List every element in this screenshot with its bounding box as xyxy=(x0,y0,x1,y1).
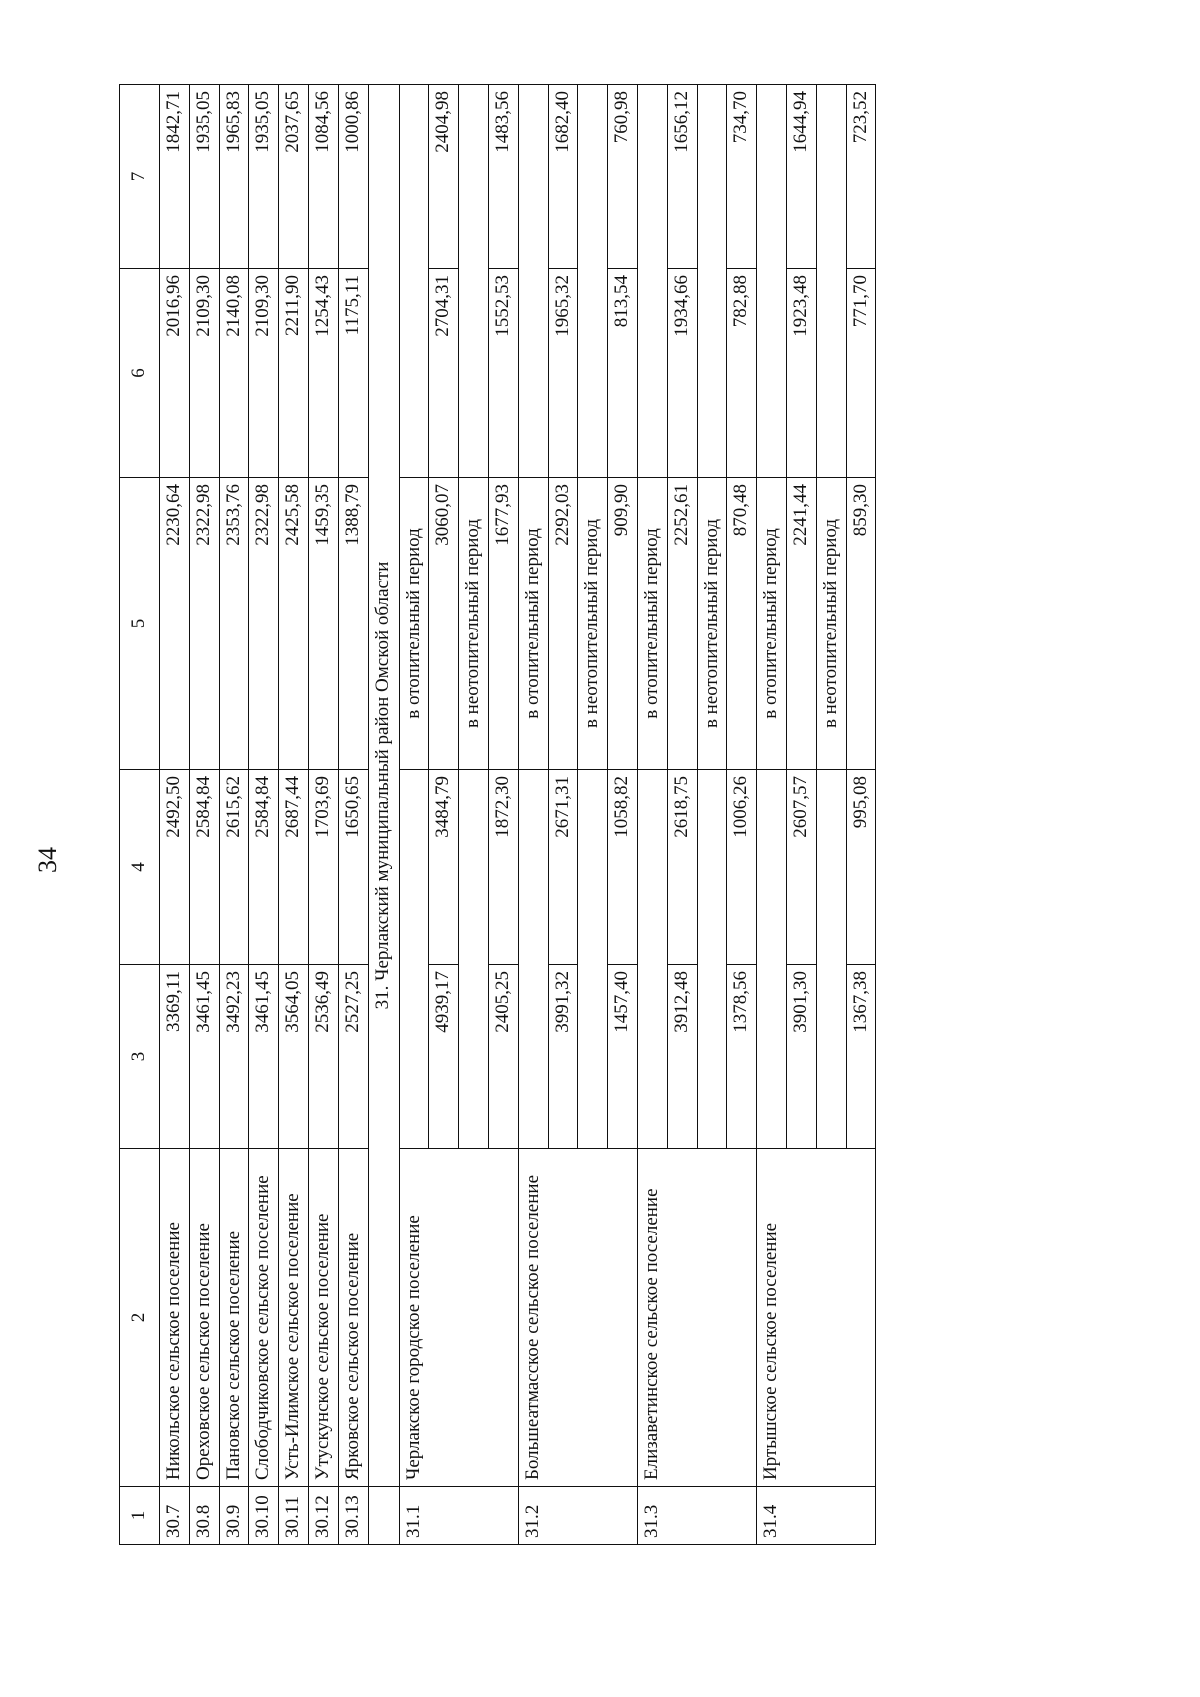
header-cell: 7 xyxy=(120,85,160,269)
row-value: 3901,30 xyxy=(786,965,816,1149)
header-cell: 6 xyxy=(120,269,160,478)
row-value: 1703,69 xyxy=(308,770,338,965)
row-name: Елизаветинское сельское поселение xyxy=(637,1149,756,1487)
row-value: 2536,49 xyxy=(308,965,338,1149)
header-row xyxy=(120,85,160,1545)
row-value: 1934,66 xyxy=(667,269,697,478)
header-cell: 4 xyxy=(120,770,160,965)
row-value: 2618,75 xyxy=(667,770,697,965)
row-value: 3991,32 xyxy=(548,965,578,1149)
row-value: 859,30 xyxy=(846,478,876,770)
row-value: 3461,45 xyxy=(249,965,279,1149)
row-name: Усть-Илимское сельское поселение xyxy=(279,1149,309,1487)
period-label-row xyxy=(757,85,787,1545)
row-value: 2353,76 xyxy=(219,478,249,770)
row-name: Слободчиковское сельское поселение xyxy=(249,1149,279,1487)
row-value: 2671,31 xyxy=(548,770,578,965)
row-value: 3461,45 xyxy=(189,965,219,1149)
row-value: 1935,05 xyxy=(249,85,279,269)
table-row xyxy=(338,85,368,1545)
period-label-row xyxy=(518,85,548,1545)
table-row xyxy=(279,85,309,1545)
row-value: 2230,64 xyxy=(160,478,190,770)
table-row xyxy=(160,85,190,1545)
row-value: 2211,90 xyxy=(279,269,309,478)
row-code: 30.13 xyxy=(338,1487,368,1545)
row-value: 2140,08 xyxy=(219,269,249,478)
row-value: 734,70 xyxy=(727,85,757,269)
period-label: в неотопительный период xyxy=(697,478,727,770)
row-value: 1367,38 xyxy=(846,965,876,1149)
row-value: 1552,53 xyxy=(488,269,518,478)
row-code: 30.9 xyxy=(219,1487,249,1545)
row-value: 1457,40 xyxy=(608,965,638,1149)
period-label: в отопительный период xyxy=(399,478,429,770)
row-name: Пановское сельское поселение xyxy=(219,1149,249,1487)
row-value: 1483,56 xyxy=(488,85,518,269)
row-value: 2037,65 xyxy=(279,85,309,269)
row-value: 760,98 xyxy=(608,85,638,269)
row-code: 30.8 xyxy=(189,1487,219,1545)
row-value: 2292,03 xyxy=(548,478,578,770)
row-value: 1656,12 xyxy=(667,85,697,269)
row-value: 1058,82 xyxy=(608,770,638,965)
period-label: в отопительный период xyxy=(518,478,548,770)
row-name: Утускунское сельское поселение xyxy=(308,1149,338,1487)
period-label-row xyxy=(637,85,667,1545)
row-name: Ярковское сельское поселение xyxy=(338,1149,368,1487)
header-cell: 3 xyxy=(120,965,160,1149)
period-label-row xyxy=(399,85,429,1545)
row-value: 1677,93 xyxy=(488,478,518,770)
table-row xyxy=(219,85,249,1545)
row-value: 2527,25 xyxy=(338,965,368,1149)
row-value: 1935,05 xyxy=(189,85,219,269)
row-value: 1965,32 xyxy=(548,269,578,478)
row-value: 2322,98 xyxy=(249,478,279,770)
row-value: 2607,57 xyxy=(786,770,816,965)
row-value: 2405,25 xyxy=(488,965,518,1149)
row-name: Никольское сельское поселение xyxy=(160,1149,190,1487)
row-value: 2425,58 xyxy=(279,478,309,770)
row-value: 2584,84 xyxy=(249,770,279,965)
header-cell: 2 xyxy=(120,1149,160,1487)
section-title: 31. Черлакский муниципальный район Омской области xyxy=(368,85,399,1487)
row-value: 1923,48 xyxy=(786,269,816,478)
row-value: 1378,56 xyxy=(727,965,757,1149)
row-value: 2584,84 xyxy=(189,770,219,965)
row-value: 771,70 xyxy=(846,269,876,478)
row-value: 3492,23 xyxy=(219,965,249,1149)
row-code: 31.3 xyxy=(637,1487,756,1545)
row-name: Черлакское городское поселение xyxy=(399,1149,518,1487)
row-code: 30.10 xyxy=(249,1487,279,1545)
row-value: 2322,98 xyxy=(189,478,219,770)
row-value: 2241,44 xyxy=(786,478,816,770)
row-code: 30.7 xyxy=(160,1487,190,1545)
row-code: 31.2 xyxy=(518,1487,637,1545)
row-code: 31.1 xyxy=(399,1487,518,1545)
tariff-table xyxy=(119,84,876,1545)
row-value: 1682,40 xyxy=(548,85,578,269)
row-value: 2109,30 xyxy=(189,269,219,478)
row-code: 30.11 xyxy=(279,1487,309,1545)
row-value: 1842,71 xyxy=(160,85,190,269)
row-value: 3369,11 xyxy=(160,965,190,1149)
row-value: 1644,94 xyxy=(786,85,816,269)
row-name: Большеатмасское сельское поселение xyxy=(518,1149,637,1487)
row-value: 1965,83 xyxy=(219,85,249,269)
row-name: Ореховское сельское поселение xyxy=(189,1149,219,1487)
row-code: 30.12 xyxy=(308,1487,338,1545)
period-label: в неотопительный период xyxy=(459,478,489,770)
row-name: Иртышское сельское поселение xyxy=(757,1149,876,1487)
row-value: 782,88 xyxy=(727,269,757,478)
rotated-table-container xyxy=(119,85,1051,1545)
row-value: 2109,30 xyxy=(249,269,279,478)
period-label: в отопительный период xyxy=(637,478,667,770)
period-label: в отопительный период xyxy=(757,478,787,770)
row-value: 2404,98 xyxy=(429,85,459,269)
period-label: в неотопительный период xyxy=(816,478,846,770)
section-row xyxy=(368,85,399,1545)
row-value: 2252,61 xyxy=(667,478,697,770)
row-value: 3912,48 xyxy=(667,965,697,1149)
row-value: 4939,17 xyxy=(429,965,459,1149)
row-value: 3564,05 xyxy=(279,965,309,1149)
row-value: 2016,96 xyxy=(160,269,190,478)
row-value: 1000,86 xyxy=(338,85,368,269)
table-row xyxy=(249,85,279,1545)
row-value: 2492,50 xyxy=(160,770,190,965)
row-value: 2687,44 xyxy=(279,770,309,965)
row-value: 1650,65 xyxy=(338,770,368,965)
row-value: 2615,62 xyxy=(219,770,249,965)
row-value: 723,52 xyxy=(846,85,876,269)
row-value: 909,90 xyxy=(608,478,638,770)
period-label: в неотопительный период xyxy=(578,478,608,770)
row-value: 1006,26 xyxy=(727,770,757,965)
row-code: 31.4 xyxy=(757,1487,876,1545)
row-value: 870,48 xyxy=(727,478,757,770)
row-value: 1872,30 xyxy=(488,770,518,965)
table-row xyxy=(308,85,338,1545)
row-value: 1254,43 xyxy=(308,269,338,478)
row-value: 995,08 xyxy=(846,770,876,965)
row-value: 2704,31 xyxy=(429,269,459,478)
row-value: 3484,79 xyxy=(429,770,459,965)
row-value: 813,54 xyxy=(608,269,638,478)
row-value: 1388,79 xyxy=(338,478,368,770)
table-row xyxy=(189,85,219,1545)
row-value: 1084,56 xyxy=(308,85,338,269)
row-value: 1459,35 xyxy=(308,478,338,770)
header-cell: 5 xyxy=(120,478,160,770)
row-value: 3060,07 xyxy=(429,478,459,770)
header-cell: 1 xyxy=(120,1487,160,1545)
row-value: 1175,11 xyxy=(338,269,368,478)
page-number: 34 xyxy=(33,847,62,873)
